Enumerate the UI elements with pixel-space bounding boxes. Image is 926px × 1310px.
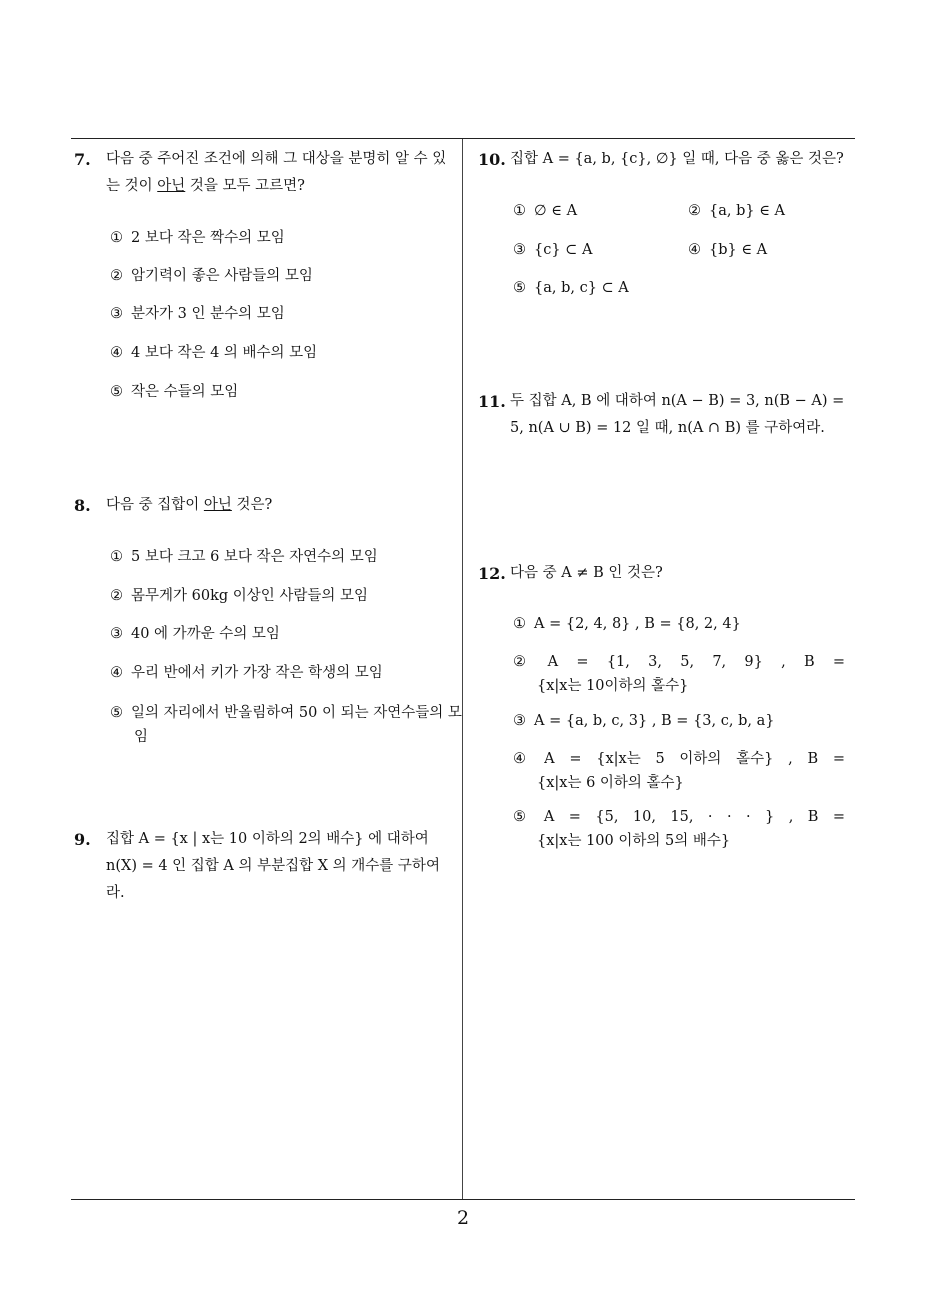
option-1[interactable]: ① 5 보다 크고 6 보다 작은 자연수의 모임	[110, 549, 378, 565]
question-stem: 집합 A = {x | x는 10 이하의 2의 배수} 에 대하여 n(X) = 4 인 집합 A 의 부분집합 X 의 개수를 구하여라.	[106, 831, 440, 901]
option-2[interactable]: ② 암기력이 좋은 사람들의 모임	[110, 268, 313, 284]
option-4[interactable]: ④ 4 보다 작은 4 의 배수의 모임	[110, 345, 318, 361]
column-divider	[462, 139, 463, 1199]
question-stem: 집합 A = {a, b, {c}, ∅} 일 때, 다음 중 옳은 것은?	[510, 151, 844, 167]
option-1[interactable]: ① A = {2, 4, 8} , B = {8, 2, 4}	[513, 616, 741, 632]
option-4[interactable]: ④ 우리 반에서 키가 가장 작은 학생의 모임	[110, 665, 383, 681]
option-2[interactable]: ② A = {1, 3, 5, 7, 9} , B = {x|x는 10이하의 홀수}	[513, 654, 846, 694]
underlined-word: 아닌	[203, 497, 232, 513]
page-number: 2	[456, 1207, 470, 1229]
option-2[interactable]: ② {a, b} ∈ A	[688, 203, 786, 219]
question-number: 10.	[478, 150, 506, 169]
option-3[interactable]: ③ A = {a, b, c, 3} , B = {3, c, b, a}	[513, 713, 775, 729]
question-number: 8.	[74, 496, 91, 515]
option-1[interactable]: ① ∅ ∈ A	[513, 203, 578, 219]
option-3[interactable]: ③ 40 에 가까운 수의 모임	[110, 626, 280, 642]
option-4[interactable]: ④ A = {x|x는 5 이하의 홀수} , B = {x|x는 6 이하의 홀수}	[513, 751, 846, 791]
option-5[interactable]: ⑤ A = {5, 10, 15, · · · } , B = {x|x는 100 이하의 5의 배수}	[513, 809, 846, 849]
question-stem: 다음 중 주어진 조건에 의해 그 대상을 분명히 알 수 있는 것이 아닌 것을 모두 고르면?	[106, 151, 447, 194]
top-rule	[71, 138, 855, 139]
option-5[interactable]: ⑤ 작은 수들의 모임	[110, 384, 239, 400]
underlined-word: 아닌	[157, 178, 186, 194]
question-number: 12.	[478, 564, 506, 583]
bottom-rule	[71, 1199, 855, 1200]
option-2[interactable]: ② 몸무게가 60kg 이상인 사람들의 모임	[110, 588, 369, 604]
option-3[interactable]: ③ {c} ⊂ A	[513, 242, 593, 258]
option-4[interactable]: ④ {b} ∈ A	[688, 242, 768, 258]
question-number: 7.	[74, 150, 91, 169]
option-5[interactable]: ⑤ {a, b, c} ⊂ A	[513, 280, 629, 296]
option-1[interactable]: ① 2 보다 작은 짝수의 모임	[110, 230, 285, 246]
question-stem: 두 집합 A, B 에 대하여 n(A − B) = 3, n(B − A) = 5, n(A ∪ B) = 12 일 때, n(A ∩ B) 를 구하여라.	[510, 393, 845, 436]
question-stem: 다음 중 A ≠ B 인 것은?	[510, 565, 663, 581]
question-stem: 다음 중 집합이 아닌 것은?	[106, 497, 273, 513]
question-number: 9.	[74, 830, 91, 849]
option-5[interactable]: ⑤ 일의 자리에서 반올림하여 50 이 되는 자연수들의 모임	[110, 705, 462, 745]
option-3[interactable]: ③ 분자가 3 인 분수의 모임	[110, 306, 285, 322]
question-number: 11.	[478, 392, 506, 411]
